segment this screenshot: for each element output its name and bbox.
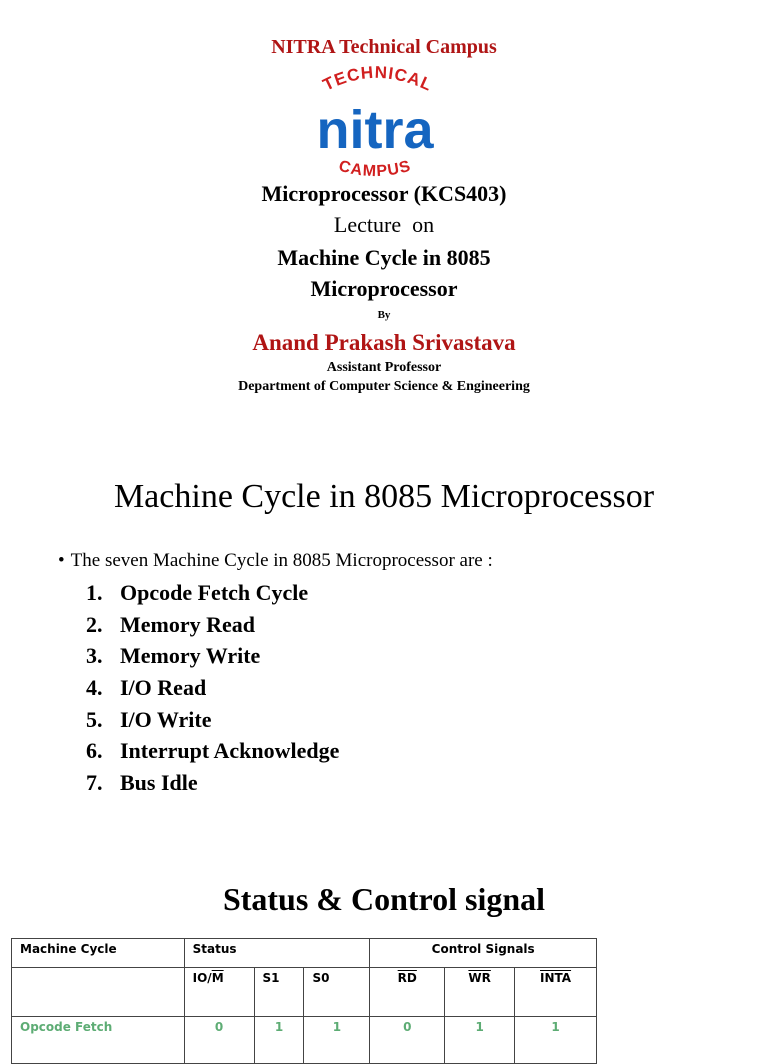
cell-cycle: Opcode Fetch	[12, 1017, 185, 1064]
cell-rd: 0	[370, 1017, 445, 1064]
header-status: Status	[184, 939, 370, 968]
subheader-s1: S1	[254, 968, 304, 1017]
svg-text:CAMPUS	[337, 158, 413, 180]
machine-cycle-list	[86, 577, 339, 799]
table-header-row	[12, 939, 597, 968]
logo-arc-bottom: CAMPUS	[336, 157, 414, 181]
title-slide	[0, 0, 768, 420]
list-item	[86, 767, 339, 799]
cell-io-m: 0	[184, 1017, 254, 1064]
list-label: Bus Idle	[120, 770, 198, 796]
course-title: Microprocessor (KCS403)	[261, 181, 507, 206]
cell-s1: 1	[254, 1017, 304, 1064]
campus-title: NITRA Technical Campus	[271, 36, 497, 58]
status-control-table	[11, 938, 597, 1064]
list-item	[86, 672, 339, 704]
list-number: 1.	[86, 580, 103, 605]
list-number: 6.	[86, 738, 103, 764]
lecture-title	[0, 242, 768, 304]
logo-wordmark: nitra	[316, 100, 434, 160]
nitra-logo	[300, 60, 450, 185]
header-machine-cycle: Machine Cycle	[12, 939, 185, 968]
logo-arc-top: TECHNICAL	[319, 62, 436, 95]
list-item	[86, 704, 339, 736]
list-label: I/O Read	[120, 675, 207, 701]
by-label: By	[377, 309, 391, 321]
table-subheader-row	[12, 968, 597, 1017]
lecture-title-line2: Microprocessor	[310, 276, 458, 301]
intro-bullet	[58, 550, 493, 572]
list-number: 7.	[86, 770, 103, 796]
list-number: 4.	[86, 675, 103, 701]
list-number: 5.	[86, 706, 103, 732]
cell-inta: 1	[515, 1017, 597, 1064]
header-control-signals: Control Signals	[370, 939, 597, 968]
list-item	[86, 640, 339, 672]
slide-title: Machine Cycle in 8085 Microprocessor	[113, 478, 655, 515]
subheader-inta: INTA	[515, 968, 597, 1017]
list-item	[86, 609, 339, 641]
slide-title: Status & Control signal	[222, 881, 546, 917]
list-label: Memory Read	[120, 611, 256, 637]
list-number: 2.	[86, 611, 103, 637]
cell-s0: 1	[304, 1017, 370, 1064]
subheader-s0: S0	[304, 968, 370, 1017]
list-label: Interrupt Acknowledge	[120, 738, 340, 764]
table-cell	[12, 968, 185, 1017]
author-role: Assistant Professor	[326, 360, 442, 375]
author-name: Anand Prakash Srivastava	[252, 330, 516, 355]
subheader-wr: $\overline{WR}$	[445, 968, 515, 1017]
intro-text: The seven Machine Cycle in 8085 Microprocessor are :	[70, 550, 493, 571]
author-department: Department of Computer Science & Engineering	[238, 379, 530, 394]
svg-text:TECHNICAL	[320, 63, 436, 95]
lecture-on-text: Lecture on	[333, 212, 435, 237]
status-control-slide	[0, 860, 768, 1034]
machine-cycle-slide	[0, 460, 768, 820]
lecture-title-line1: Machine Cycle in 8085	[277, 245, 491, 270]
list-label: I/O Write	[120, 706, 212, 732]
bullet-icon: •	[58, 550, 65, 571]
list-label: Opcode Fetch Cycle	[120, 580, 309, 605]
list-item	[86, 577, 339, 609]
list-item	[86, 735, 339, 767]
subheader-rd: $\overline{RD}$	[370, 968, 445, 1017]
list-number: 3.	[86, 643, 103, 669]
list-label: Memory Write	[120, 643, 261, 669]
subheader-io-m: $IO/\overline{M}$	[184, 968, 254, 1017]
cell-wr: 1	[445, 1017, 515, 1064]
